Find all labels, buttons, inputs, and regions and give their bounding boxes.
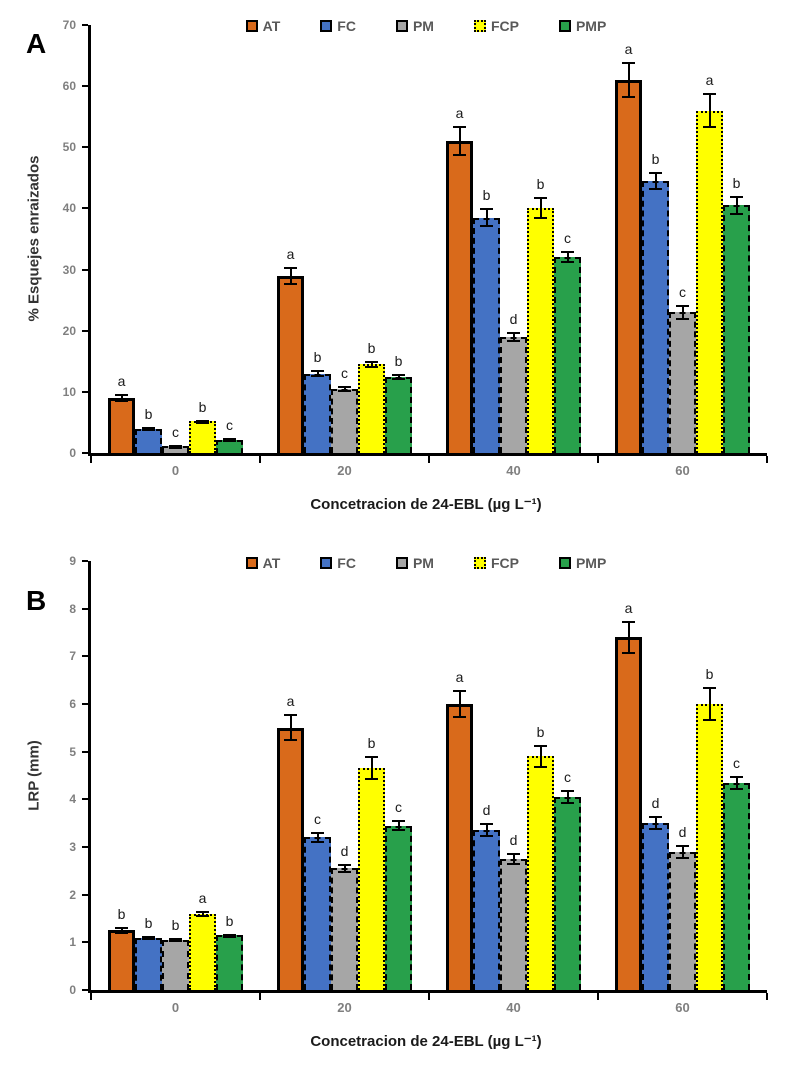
x-axis-title-a: Concetracion de 24-EBL (µg L⁻¹) <box>310 496 542 513</box>
x-tick-mark <box>428 993 430 1000</box>
bar-FC-20 <box>304 837 331 990</box>
sig-letter-PM-60: c <box>679 284 686 301</box>
error-bar-line <box>567 251 569 263</box>
error-bar-FC-40 <box>480 823 493 837</box>
x-tick-mark <box>259 993 261 1000</box>
error-bar-line <box>121 394 123 401</box>
bar-PM-20 <box>331 389 358 453</box>
sig-letter-PMP-20: c <box>395 798 402 815</box>
error-bar-line <box>175 445 177 449</box>
error-bar-line <box>655 816 657 830</box>
error-bar-FCP-40 <box>534 197 547 219</box>
error-bar-PM-60 <box>676 305 689 320</box>
error-bar-AT-20 <box>284 267 297 285</box>
error-bar-line <box>513 332 515 342</box>
error-bar-line <box>148 427 150 431</box>
sig-letter-FC-60: d <box>651 795 660 812</box>
error-bar-AT-40 <box>453 690 466 719</box>
error-bar-line <box>459 690 461 719</box>
error-bar-PMP-60 <box>730 196 743 214</box>
error-bar-PMP-0 <box>223 934 236 938</box>
sig-letter-FCP-40: b <box>536 723 545 740</box>
x-tick-label: 60 <box>675 463 690 478</box>
y-tick-label: 5 <box>69 744 76 759</box>
error-bar-PM-0 <box>169 938 182 943</box>
sig-letter-PM-40: d <box>509 832 518 849</box>
sig-letter-FCP-0: a <box>198 889 207 906</box>
y-tick-mark <box>82 798 88 800</box>
y-tick-mark <box>82 85 88 87</box>
y-tick-label: 0 <box>69 983 76 997</box>
error-bar-line <box>628 621 630 654</box>
y-tick-mark <box>82 655 88 657</box>
sig-letter-PMP-20: b <box>394 352 403 369</box>
error-bar-FCP-0 <box>196 911 209 917</box>
x-tick-mark <box>90 993 92 1000</box>
sig-letter-PM-0: c <box>172 423 179 440</box>
bar-FCP-60 <box>696 704 723 990</box>
bar-FC-60 <box>642 181 669 453</box>
error-bar-PM-40 <box>507 853 520 864</box>
y-tick-label: 0 <box>69 446 76 460</box>
error-bar-PM-20 <box>338 386 351 392</box>
error-bar-FC-20 <box>311 370 324 377</box>
error-bar-line <box>682 305 684 320</box>
legend-label-PMP: PMP <box>575 18 607 34</box>
error-bar-line <box>736 776 738 790</box>
x-tick-mark <box>766 456 768 463</box>
y-axis-title-a: % Esquejes enraizados <box>25 155 43 322</box>
bar-FCP-20 <box>358 768 385 990</box>
error-bar-PM-20 <box>338 864 351 874</box>
error-bar-PMP-0 <box>223 438 236 442</box>
y-tick-label: 9 <box>69 554 76 568</box>
error-bar-line <box>540 745 542 769</box>
bar-FC-40 <box>473 830 500 990</box>
error-bar-PMP-60 <box>730 776 743 790</box>
error-bar-PM-0 <box>169 445 182 449</box>
y-tick-label: 50 <box>62 140 76 155</box>
plot-area-b <box>69 554 767 1015</box>
x-tick-mark <box>597 993 599 1000</box>
error-bar-line <box>344 864 346 874</box>
error-bar-AT-40 <box>453 126 466 157</box>
y-tick-mark <box>82 146 88 148</box>
legend-label-FCP: FCP <box>490 555 519 571</box>
bar-FCP-0 <box>189 914 216 990</box>
error-bar-line <box>202 911 204 917</box>
sig-letter-AT-20: a <box>286 693 295 710</box>
error-bar-line <box>229 438 231 442</box>
y-tick-mark <box>82 560 88 562</box>
bar-PM-40 <box>500 859 527 990</box>
legend-label-AT: AT <box>262 18 281 34</box>
y-tick-label: 30 <box>62 262 76 277</box>
bar-PM-40 <box>500 337 527 453</box>
sig-letter-PMP-0: c <box>226 417 233 434</box>
y-tick-label: 8 <box>69 601 76 616</box>
sig-letter-PM-20: d <box>340 842 349 859</box>
legend-label-PM: PM <box>412 18 434 34</box>
bar-PMP-0 <box>216 935 243 990</box>
x-tick-mark <box>428 456 430 463</box>
sig-letter-FCP-0: b <box>198 398 207 415</box>
sig-letter-FC-0: b <box>144 405 153 422</box>
error-bar-line <box>371 756 373 780</box>
bar-AT-0 <box>108 930 135 990</box>
bar-PM-60 <box>669 852 696 990</box>
error-bar-line <box>486 208 488 226</box>
bar-PMP-20 <box>385 377 412 453</box>
plot-area-a <box>62 18 767 478</box>
x-tick-mark <box>90 456 92 463</box>
error-bar-AT-0 <box>115 927 128 935</box>
bar-AT-40 <box>446 141 473 453</box>
x-tick-mark <box>259 456 261 463</box>
sig-letter-PMP-60: c <box>733 754 740 771</box>
y-tick-mark <box>82 941 88 943</box>
legend-label-AT: AT <box>262 555 281 571</box>
y-tick-label: 3 <box>69 840 76 854</box>
error-bar-FC-20 <box>311 832 324 843</box>
error-bar-line <box>290 714 292 741</box>
bar-FCP-60 <box>696 111 723 453</box>
error-bar-FCP-0 <box>196 420 209 424</box>
bar-AT-40 <box>446 704 473 990</box>
y-tick-mark <box>82 24 88 26</box>
bar-PM-20 <box>331 868 358 990</box>
sig-letter-AT-20: a <box>286 245 295 262</box>
error-bar-line <box>709 93 711 127</box>
bar-AT-20 <box>277 728 304 990</box>
y-tick-mark <box>82 608 88 610</box>
y-tick-label: 4 <box>69 792 76 807</box>
error-bar-line <box>655 172 657 190</box>
error-bar-line <box>175 938 177 943</box>
error-bar-PM-40 <box>507 332 520 342</box>
x-tick-label: 60 <box>675 1000 690 1015</box>
sig-letter-AT-60: a <box>624 40 633 57</box>
error-bar-FCP-20 <box>365 756 378 780</box>
y-tick-mark <box>82 269 88 271</box>
bar-FCP-40 <box>527 756 554 990</box>
bar-PMP-40 <box>554 257 581 453</box>
bar-PM-0 <box>162 940 189 990</box>
error-bar-line <box>736 196 738 214</box>
y-tick-mark <box>82 391 88 393</box>
y-tick-mark <box>82 703 88 705</box>
y-tick-mark <box>82 330 88 332</box>
bar-AT-20 <box>277 276 304 453</box>
error-bar-line <box>371 361 373 368</box>
x-axis-title-b: Concetracion de 24-EBL (µg L⁻¹) <box>310 1033 542 1050</box>
error-bar-FC-0 <box>142 427 155 431</box>
bar-PMP-60 <box>723 205 750 453</box>
panel-a-label: A <box>26 28 47 59</box>
error-bar-FCP-40 <box>534 745 547 769</box>
bar-PMP-60 <box>723 783 750 990</box>
error-bar-PM-60 <box>676 845 689 859</box>
y-tick-label: 60 <box>62 79 76 94</box>
error-bar-line <box>317 832 319 843</box>
error-bar-PMP-40 <box>561 251 574 263</box>
error-bar-line <box>317 370 319 377</box>
sig-letter-AT-0: a <box>117 373 126 390</box>
sig-letter-AT-40: a <box>455 104 464 121</box>
x-tick-label: 20 <box>337 463 352 478</box>
error-bar-line <box>709 687 711 720</box>
sig-letter-FCP-20: b <box>367 735 376 752</box>
sig-letter-AT-0: b <box>117 905 126 922</box>
y-tick-mark <box>82 846 88 848</box>
error-bar-FCP-20 <box>365 361 378 368</box>
sig-letter-AT-60: a <box>624 599 633 616</box>
sig-letter-FCP-40: b <box>536 176 545 193</box>
error-bar-FC-0 <box>142 936 155 940</box>
y-tick-label: 20 <box>62 323 76 338</box>
y-tick-mark <box>82 894 88 896</box>
legend-label-FC: FC <box>337 555 356 571</box>
sig-letter-PMP-40: c <box>564 230 571 247</box>
error-bar-line <box>486 823 488 837</box>
sig-letter-PM-0: b <box>171 916 180 933</box>
error-bar-line <box>398 820 400 831</box>
legend-label-FC: FC <box>337 18 356 34</box>
y-tick-label: 6 <box>69 697 76 711</box>
x-tick-label: 40 <box>506 463 521 478</box>
sig-letter-AT-40: a <box>455 668 464 685</box>
sig-letter-PMP-60: b <box>732 175 741 192</box>
bar-FC-0 <box>135 938 162 990</box>
error-bar-line <box>540 197 542 219</box>
sig-letter-FCP-60: a <box>705 72 714 89</box>
legend-label-FCP: FCP <box>490 18 519 34</box>
error-bar-line <box>682 845 684 859</box>
error-bar-AT-20 <box>284 714 297 741</box>
legend-label-PM: PM <box>412 555 434 571</box>
x-tick-mark <box>766 993 768 1000</box>
error-bar-line <box>121 927 123 935</box>
bar-PMP-40 <box>554 797 581 990</box>
sig-letter-PMP-40: c <box>564 768 571 785</box>
x-tick-label: 20 <box>337 1000 352 1015</box>
bar-FCP-0 <box>189 421 216 453</box>
bar-FC-60 <box>642 823 669 990</box>
y-tick-label: 2 <box>69 887 76 902</box>
panel-b-label: B <box>26 585 47 616</box>
error-bar-line <box>513 853 515 864</box>
bar-FCP-40 <box>527 208 554 453</box>
error-bar-AT-60 <box>622 62 635 99</box>
error-bar-PMP-20 <box>392 374 405 380</box>
error-bar-line <box>628 62 630 99</box>
y-tick-mark <box>82 989 88 991</box>
error-bar-line <box>344 386 346 392</box>
x-tick-mark <box>597 456 599 463</box>
bar-FC-0 <box>135 429 162 453</box>
y-tick-label: 7 <box>69 649 76 664</box>
error-bar-line <box>567 790 569 804</box>
sig-letter-FC-20: b <box>313 348 322 365</box>
error-bar-FCP-60 <box>703 687 716 720</box>
sig-letter-FC-40: b <box>482 187 491 204</box>
error-bar-line <box>398 374 400 380</box>
panel-b <box>0 541 800 1082</box>
y-tick-label: 1 <box>69 935 76 950</box>
y-tick-label: 70 <box>62 18 76 32</box>
y-tick-mark <box>82 452 88 454</box>
sig-letter-FCP-20: b <box>367 339 376 356</box>
y-tick-mark <box>82 751 88 753</box>
bar-AT-60 <box>615 637 642 990</box>
error-bar-FCP-60 <box>703 93 716 127</box>
y-tick-mark <box>82 207 88 209</box>
error-bar-line <box>459 126 461 157</box>
error-bar-line <box>290 267 292 285</box>
sig-letter-FC-60: b <box>651 150 660 167</box>
bar-FC-20 <box>304 374 331 453</box>
y-tick-label: 10 <box>62 384 76 399</box>
error-bar-line <box>202 420 204 424</box>
error-bar-FC-60 <box>649 816 662 830</box>
x-tick-label: 40 <box>506 1000 521 1015</box>
bar-AT-0 <box>108 398 135 453</box>
y-tick-label: 40 <box>62 201 76 216</box>
bar-FCP-20 <box>358 364 385 453</box>
error-bar-line <box>148 936 150 940</box>
error-bar-PMP-40 <box>561 790 574 804</box>
error-bar-line <box>229 934 231 938</box>
bar-PMP-20 <box>385 826 412 990</box>
error-bar-PMP-20 <box>392 820 405 831</box>
bar-AT-60 <box>615 80 642 453</box>
error-bar-FC-40 <box>480 208 493 226</box>
bar-PM-60 <box>669 312 696 453</box>
sig-letter-FC-0: b <box>144 914 153 931</box>
bar-FC-40 <box>473 218 500 453</box>
sig-letter-FC-40: d <box>482 802 491 819</box>
sig-letter-PMP-0: b <box>225 912 234 929</box>
sig-letter-FCP-60: b <box>705 666 714 683</box>
sig-letter-FC-20: c <box>314 810 321 827</box>
y-axis-title-b: LRP (mm) <box>25 739 43 811</box>
x-tick-label: 0 <box>171 1000 180 1015</box>
sig-letter-PM-20: c <box>341 364 348 381</box>
sig-letter-PM-40: d <box>509 310 518 327</box>
legend-label-PMP: PMP <box>575 555 607 571</box>
sig-letter-PM-60: d <box>678 823 687 840</box>
x-tick-label: 0 <box>171 463 180 478</box>
error-bar-AT-0 <box>115 394 128 401</box>
error-bar-FC-60 <box>649 172 662 190</box>
error-bar-AT-60 <box>622 621 635 654</box>
